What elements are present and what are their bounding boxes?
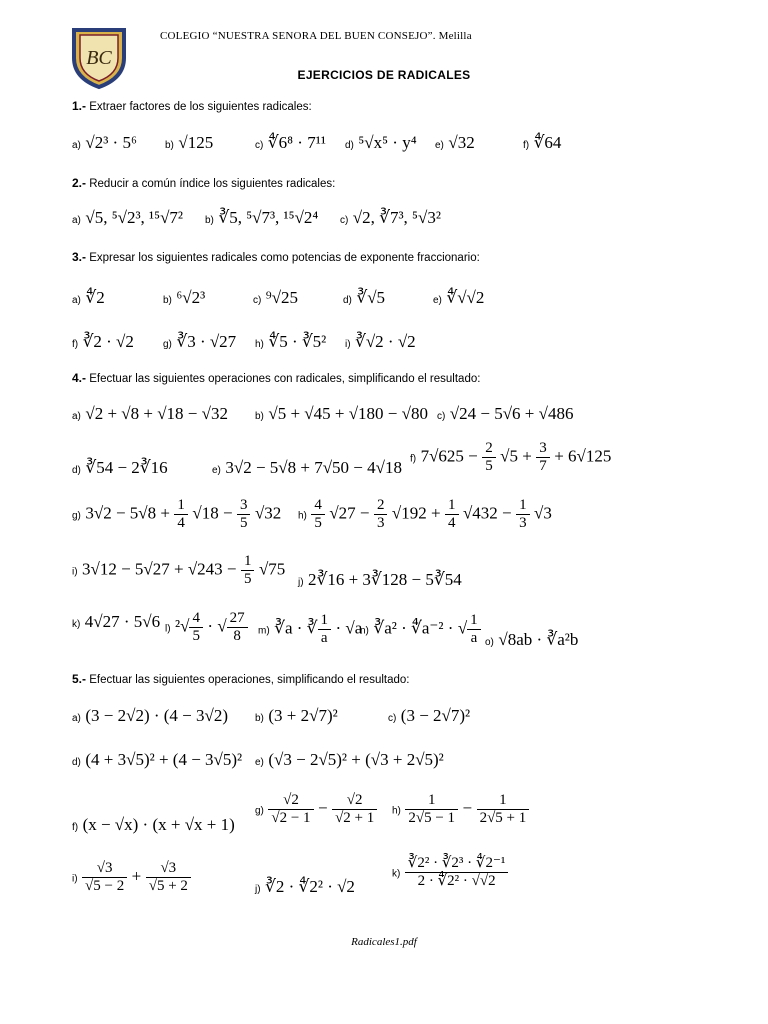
ex1-a: a) √2³ · 5⁶ — [72, 133, 137, 152]
ex4-e: e) 3√2 − 5√8 + 7√50 − 4√18 — [212, 458, 402, 477]
ex5-d: d) (4 + 3√5)² + (4 − 3√5)² — [72, 750, 243, 769]
ex5-k: k) $\frac{\text{∛2² · ∛2³ · ∜2⁻¹}}{\text{2 · ∜2² · √√2}}$ — [392, 855, 508, 890]
section-2-heading: 2.- Reducir a común índice los siguientes radicales: — [72, 176, 336, 190]
ex1-f: f) ∜64 — [523, 133, 562, 152]
ex3-h: h) ∜5 · ∛5² — [255, 332, 327, 351]
ex4-c: c) √24 − 5√6 + √486 — [437, 404, 574, 423]
ex4-f: f) 7√625 − $\frac{2}{5}$ √5 + $\frac{3}{7}$ + 6√125 — [410, 440, 612, 474]
ex5-c: c) (3 − 2√7)² — [388, 706, 471, 725]
ex4-j: j) 2∛16 + 3∛128 − 5∛54 — [298, 570, 462, 589]
ex4-l: l) ²√ $\frac{4}{5}$ · √ $\frac{27}{8}$ — [165, 610, 248, 645]
school-name: COLEGIO “NUESTRA SENORA DEL BUEN CONSEJO”. Melilla — [160, 30, 472, 42]
ex3-d: d) ∛√5 — [343, 288, 386, 307]
ex4-n: n) ∛a² · ∜a⁻² · √ $\frac{1}{a}$ — [360, 612, 481, 647]
ex4-o: o) √8ab · ∛a²b — [485, 630, 579, 649]
ex1-b: b) √125 — [165, 133, 214, 152]
ex3-e: e) ∜√√2 — [433, 288, 485, 307]
ex3-i: i) ∛√2 · √2 — [345, 332, 416, 351]
section-4-heading: 4.- Efectuar las siguientes operaciones con radicales, simplificando el resultado: — [72, 371, 481, 385]
ex4-b: b) √5 + √45 + √180 − √80 — [255, 404, 428, 423]
ex1-e: e) √32 — [435, 133, 475, 152]
ex2-a: a) √5, ⁵√2³, ¹⁵√7² — [72, 208, 183, 227]
ex1-c: c) ∜6⁸ · 7¹¹ — [255, 133, 326, 152]
ex3-f: f) ∛2 · √2 — [72, 332, 134, 351]
ex2-b: b) ∛5, ⁵√7³, ¹⁵√2⁴ — [205, 208, 319, 227]
section-5-heading: 5.- Efectuar las siguientes operaciones, simplificando el resultado: — [72, 672, 410, 686]
section-3-heading: 3.- Expresar los siguientes radicales como potencias de exponente fraccionario: — [72, 250, 480, 264]
ex3-b: b) ⁶√2³ — [163, 288, 206, 307]
ex4-m: m) ∛a · ∛ $\frac{1}{a}$ · √a — [258, 612, 363, 646]
ex5-e: e) (√3 − 2√5)² + (√3 + 2√5)² — [255, 750, 444, 769]
ex5-g: g) $\frac{√2}{√2 - 1}$ − $\frac{√2}{√2 + 1}$ — [255, 792, 377, 827]
ex5-f: f) (x − √x) · (x + √x + 1) — [72, 815, 235, 834]
ex4-a: a) √2 + √8 + √18 − √32 — [72, 404, 228, 423]
ex5-b: b) (3 + 2√7)² — [255, 706, 338, 725]
ex4-d: d) ∛54 − 2∛16 — [72, 458, 168, 477]
ex5-h: h) $\frac{1}{2√5 - 1}$ − $\frac{1}{2√5 + 1}$ — [392, 792, 529, 827]
ex5-a: a) (3 − 2√2) · (4 − 3√2) — [72, 706, 228, 725]
ex3-c: c) ⁹√25 — [253, 288, 299, 307]
ex4-g: g) 3√2 − 5√8 + $\frac{1}{4}$ √18 − $\frac{3}{5}$ √32 — [72, 497, 282, 531]
section-1-heading: 1.- Extraer factores de los siguientes radicales: — [72, 99, 312, 113]
page-title: EJERCICIOS DE RADICALES — [297, 68, 471, 82]
ex4-i: i) 3√12 − 5√27 + √243 − $\frac{1}{5}$ √75 — [72, 553, 286, 587]
footer-filename: Radicales1.pdf — [351, 936, 417, 948]
ex4-k: k) 4√27 · 5√6 — [72, 612, 161, 631]
svg-text:BC: BC — [86, 47, 112, 69]
ex4-h: h) $\frac{4}{5}$ √27 − $\frac{2}{3}$ √192 + $\frac{1}{4}$ √432 − $\frac{1}{3}$ √3 — [298, 497, 552, 531]
ex3-a: a) ∜2 — [72, 288, 105, 307]
ex5-j: j) ∛2 · ∜2² · √2 — [255, 877, 355, 896]
ex2-c: c) √2, ∛7³, ⁵√3² — [340, 208, 441, 227]
ex1-d: d) ⁵√x⁵ · y⁴ — [345, 133, 417, 152]
ex3-g: g) ∛3 · √27 — [163, 332, 237, 351]
ex5-i: i) $\frac{√3}{√5 - 2}$ + $\frac{√3}{√5 + 2}$ — [72, 860, 191, 895]
